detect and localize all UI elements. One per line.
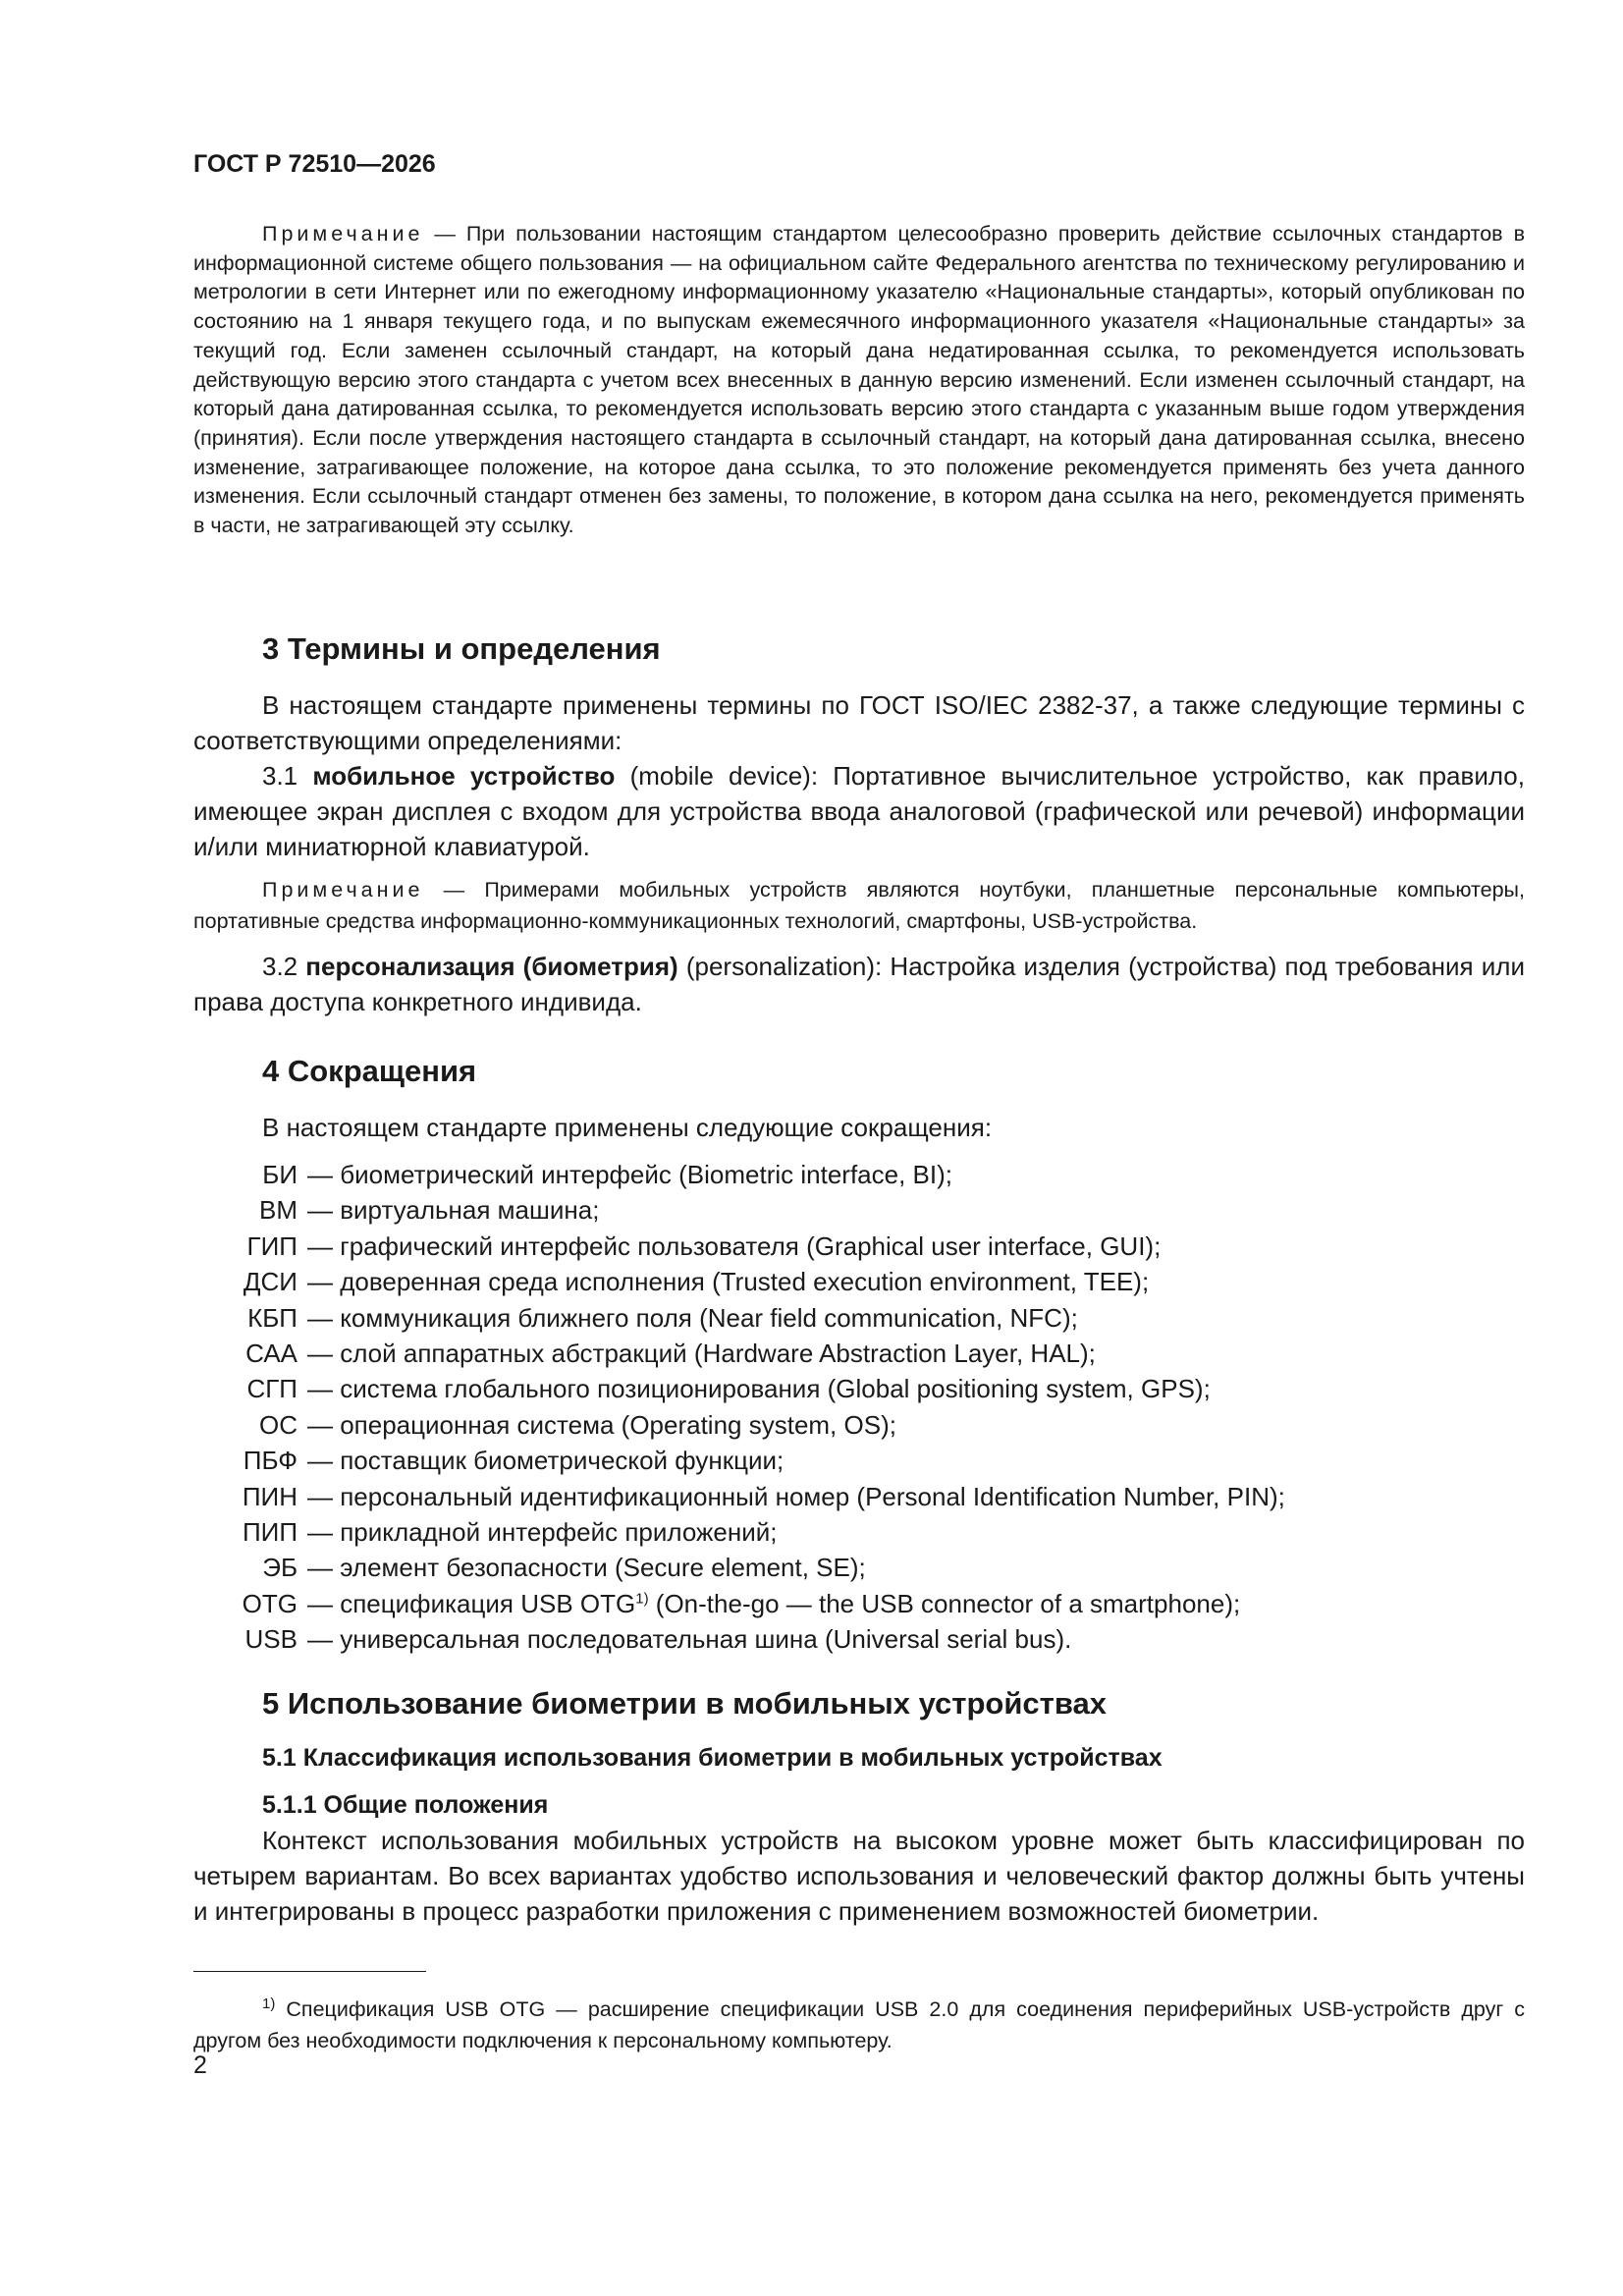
abbreviation-key: ПИН	[242, 1481, 298, 1511]
section-3-intro: В настоящем стандарте применены термины по ГОСТ ISO/IEC 2382-37, а также следующие термины с соответствующими определениями:	[193, 690, 1525, 755]
abbreviation-definition: — персональный идентификационный номер (Personal Identification Number, PIN);	[307, 1481, 1285, 1511]
term-note	[193, 874, 1525, 937]
term-number: 3.2	[262, 952, 306, 981]
abbreviation-row-usb	[193, 1621, 1525, 1657]
page-number: 2	[193, 2051, 207, 2079]
abbreviation-definition: — прикладной интерфейс приложений;	[307, 1517, 778, 1548]
note-text: — При пользовании настоящим стандартом целесообразно проверить действие ссылочных стандартов в информационной системе общего пользования — на официальном сайте Федерального агентства по техническому регулированию и метрологии в сети Интернет или по ежегодному информационному указателю «Национальные стандарты», который опубликован по состоянию на 1 января текущего года, и по выпускам ежемесячного информационного указателя «Национальные стандарты» за текущий год. Если заменен ссылочный стандарт, на который дана недатированная ссылка, то рекомендуется использовать действующую версию этого стандарта с учетом всех внесенных в данную версию изменений. Если изменен ссылочный стандарт, на который дана датированная ссылка, то рекомендуется использовать версию этого стандарта с указанным выше годом утверждения (принятия). Если после утверждения настоящего стандарта в ссылочный стандарт, на который дана датированная ссылка, внесено изменение, затрагивающее положение, на которое дана ссылка, то это положение рекомендуется применять без учета данного изменения. Если ссылочный стандарт отменен без замены, то положение, в котором дана ссылка на него, рекомендуется применять в части, не затрагивающей эту ссылку.	[193, 222, 1525, 538]
abbreviation-key: OTG	[242, 1588, 298, 1618]
footnote-text: Спецификация USB OTG — расширение спецификации USB 2.0 для соединения периферийных USB-устройств друг с другом без необходимости подключения к персональному компьютеру.	[193, 1997, 1525, 2052]
term-name: мобильное устройство	[312, 761, 616, 791]
term-name: персонализация (биометрия)	[305, 952, 678, 981]
section-4-heading: 4 Сокращения	[262, 1054, 477, 1088]
abbreviation-definition	[298, 1586, 1240, 1621]
abbreviation-definition: — графический интерфейс пользователя (Graphical user interface, GUI);	[307, 1230, 1162, 1261]
section-5-1-heading: 5.1 Классификация использования биометрии в мобильных устройствах	[262, 1744, 1163, 1772]
footnote-divider	[193, 1971, 426, 1972]
document-header: ГОСТ Р 72510—2026	[193, 150, 436, 178]
section-5-heading: 5 Использование биометрии в мобильных устройствах	[262, 1686, 1107, 1721]
abbreviation-key: ПИП	[242, 1517, 298, 1548]
abbreviation-row	[193, 1514, 1525, 1550]
note-label: Примечание	[262, 878, 424, 902]
abbreviation-key: ГИП	[246, 1230, 298, 1261]
abbreviation-definition: — элемент безопасности (Secure element, SE);	[307, 1553, 866, 1583]
footnote-reference[interactable]: 1)	[635, 1590, 649, 1608]
abbreviation-row	[193, 1229, 1525, 1264]
abbreviation-key: USB	[244, 1624, 298, 1655]
abbreviation-row	[193, 1479, 1525, 1514]
footnote	[193, 1994, 1525, 2056]
abbreviation-key: ДСИ	[243, 1267, 298, 1297]
note-text: — Примерами мобильных устройств являются ноутбуки, планшетные персональные компьютеры, портативные средства информационно-коммуникационных технологий, смартфоны, USB-устройства.	[193, 878, 1525, 933]
abbreviation-row	[193, 1407, 1525, 1443]
abbreviation-definition: — слой аппаратных абстракций (Hardware Abstraction Layer, HAL);	[307, 1339, 1096, 1369]
otg-definition-end: (On-the-go — the USB connector of a smartphone);	[648, 1588, 1241, 1618]
abbreviation-key: ОС	[259, 1409, 298, 1440]
section-5-1-1-text: Контекст использования мобильных устройств на высоком уровне может быть классифицирован по четырем вариантам. Во всех вариантах удобство использования и человеческий фактор должны быть учтены и интегрированы в процесс разработки приложения с применением возможностей биометрии.	[193, 1826, 1525, 1926]
document-page	[193, 0, 1525, 2296]
abbreviation-row-otg	[193, 1586, 1525, 1621]
abbreviation-definition: — доверенная среда исполнения (Trusted execution environment, TEE);	[307, 1267, 1150, 1297]
abbreviation-row	[193, 1336, 1525, 1371]
abbreviation-definition: — операционная система (Operating system, OS);	[307, 1409, 896, 1440]
abbreviation-definition: — система глобального позиционирования (Global positioning system, GPS);	[307, 1374, 1211, 1404]
abbreviation-row	[193, 1264, 1525, 1299]
term-definition: (personalization): Настройка изделия (устройства) под требования или права доступа конкретного индивида.	[193, 952, 1525, 1016]
abbreviation-key: ПБФ	[243, 1446, 298, 1476]
abbreviation-definition: — универсальная последовательная шина (Universal serial bus).	[307, 1624, 1072, 1655]
term-number: 3.1	[262, 761, 313, 791]
abbreviation-row	[193, 1550, 1525, 1585]
section-3-heading: 3 Термины и определения	[262, 631, 661, 666]
footnote-mark: 1)	[262, 1995, 276, 2012]
abbreviation-row	[193, 1371, 1525, 1406]
reference-note	[193, 220, 1525, 541]
abbreviation-definition: — поставщик биометрической функции;	[307, 1446, 784, 1476]
abbreviation-key: СГП	[246, 1374, 298, 1404]
abbreviation-row	[193, 1300, 1525, 1336]
abbreviation-definition: — виртуальная машина;	[307, 1195, 600, 1226]
abbreviation-key: БИ	[262, 1160, 298, 1189]
abbreviation-definition: — биометрический интерфейс (Biometric interface, BI);	[307, 1160, 952, 1189]
abbreviation-row	[193, 1157, 1525, 1192]
abbreviation-key: ЭБ	[262, 1553, 298, 1583]
abbreviation-key: САА	[245, 1339, 298, 1369]
term-3-2	[193, 949, 1525, 1019]
abbreviation-row	[193, 1192, 1525, 1228]
term-3-1	[193, 758, 1525, 864]
otg-definition-start: — спецификация USB OTG	[307, 1588, 636, 1618]
abbreviation-definition: — коммуникация ближнего поля (Near field communication, NFC);	[307, 1302, 1078, 1333]
section-4-intro: В настоящем стандарте применены следующие сокращения:	[262, 1113, 993, 1142]
term-definition: (mobile device): Портативное вычислительное устройство, как правило, имеющее экран дисплея с входом для устройства ввода аналоговой (графической или речевой) информации и/или миниатюрной клавиатурой.	[193, 761, 1525, 861]
abbreviation-key: ВМ	[259, 1195, 298, 1226]
note-label: Примечание	[262, 222, 424, 246]
abbreviation-list	[193, 1157, 1525, 1658]
abbreviation-row	[193, 1443, 1525, 1478]
abbreviation-key: КБП	[247, 1302, 298, 1333]
section-5-1-1-heading: 5.1.1 Общие положения	[262, 1791, 549, 1819]
